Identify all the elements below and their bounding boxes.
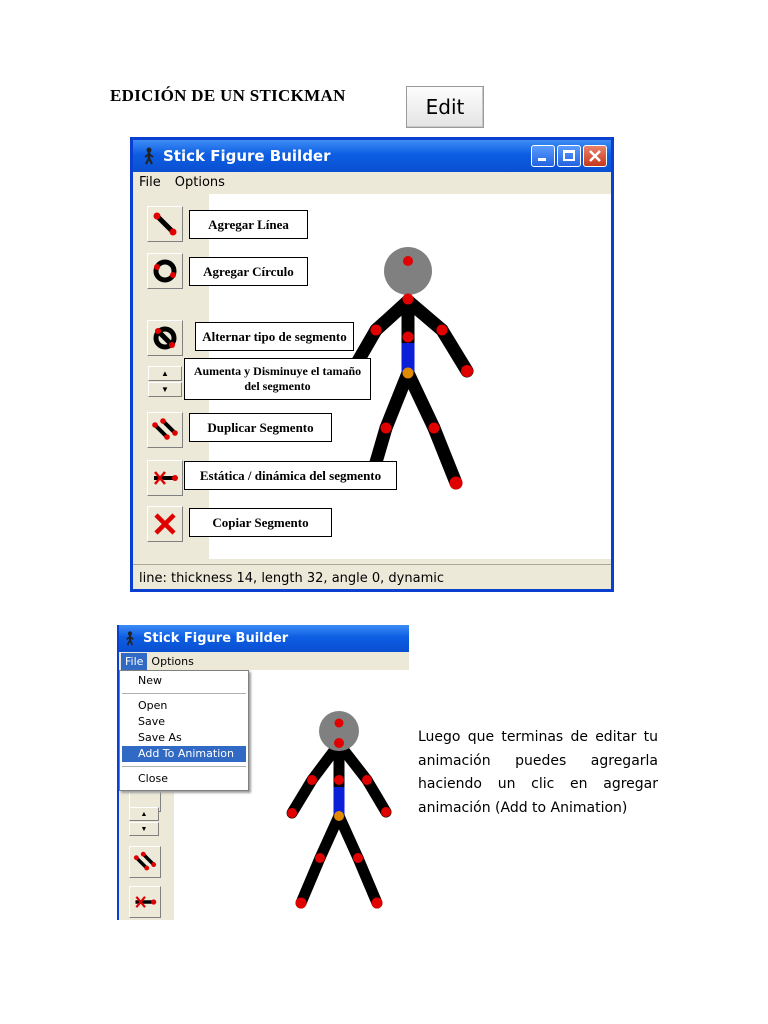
menu-options[interactable]: Options: [174, 174, 225, 190]
label-resize-line2: del segmento: [244, 379, 311, 393]
duplicate-segment-icon: [132, 849, 158, 875]
line-tool-icon: [150, 209, 180, 239]
menu-item-close[interactable]: Close: [138, 772, 168, 785]
static-dynamic-button[interactable]: [129, 886, 161, 918]
menu-separator: [122, 693, 246, 694]
add-circle-button[interactable]: [147, 253, 183, 289]
file-dropdown-menu: [119, 670, 249, 791]
figure-head[interactable]: [384, 247, 432, 295]
window-title: Stick Figure Builder: [163, 147, 331, 165]
menu-item-add-to-animation[interactable]: Add To Animation: [122, 746, 246, 762]
close-icon: [584, 146, 606, 166]
duplicate-segment-button[interactable]: [147, 412, 183, 448]
label-copy-segment: Copiar Segmento: [189, 508, 332, 537]
toggle-segment-button[interactable]: [147, 320, 183, 356]
label-resize-segment: [184, 358, 371, 400]
menu-bar: [133, 172, 611, 192]
close-button[interactable]: [583, 145, 607, 167]
status-bar: line: thickness 14, length 32, angle 0, dynamic: [133, 564, 611, 592]
static-dynamic-icon: [150, 463, 180, 493]
size-decrease-button[interactable]: ▼: [129, 822, 159, 836]
copy-segment-button[interactable]: [147, 506, 183, 542]
stick-figure-2[interactable]: [270, 710, 410, 915]
size-increase-button[interactable]: ▲: [129, 807, 159, 821]
menu-item-new[interactable]: New: [138, 674, 162, 687]
size-increase-button[interactable]: ▲: [148, 366, 182, 381]
circle-tool-icon: [150, 256, 180, 286]
add-line-button[interactable]: [147, 206, 183, 242]
edit-button[interactable]: Edit: [406, 86, 484, 128]
menu-item-open[interactable]: Open: [138, 699, 168, 712]
menu-file[interactable]: File: [139, 174, 161, 190]
static-dynamic-icon: [132, 889, 158, 915]
delete-x-icon: [150, 509, 180, 539]
label-duplicate-segment: Duplicar Segmento: [189, 413, 332, 442]
menu-separator: [122, 766, 246, 767]
minimize-button[interactable]: [531, 145, 555, 167]
menu-item-save[interactable]: Save: [138, 715, 166, 728]
page-title: EDICIÓN DE UN STICKMAN: [110, 86, 346, 105]
duplicate-segment-button[interactable]: [129, 846, 161, 878]
stickman-app-icon: [125, 631, 135, 646]
window2-titlebar[interactable]: [119, 625, 409, 652]
static-dynamic-button[interactable]: [147, 460, 183, 496]
window2-title: Stick Figure Builder: [143, 631, 289, 646]
pivot-joint[interactable]: [403, 368, 414, 379]
label-add-circle: Agregar Círculo: [189, 257, 308, 286]
label-toggle-segment: Alternar tipo de segmento: [195, 322, 354, 351]
description-text: Luego que terminas de editar tu animación puedes agregarla haciendo un clic en agregar animación (Add to Animation): [418, 729, 658, 816]
duplicate-segment-icon: [150, 415, 180, 445]
menu-options[interactable]: Options: [151, 654, 194, 668]
toggle-segment-icon: [150, 323, 180, 353]
label-static-dynamic: Estática / dinámica del segmento: [184, 461, 397, 490]
menu-file-active[interactable]: File: [121, 653, 147, 670]
size-decrease-button[interactable]: ▼: [148, 382, 182, 397]
label-resize-line1: Aumenta y Disminuye el tamaño: [193, 364, 362, 378]
window2-menu-bar: [119, 652, 409, 670]
maximize-button[interactable]: [557, 145, 581, 167]
pivot-joint[interactable]: [334, 811, 344, 821]
label-add-line: Agregar Línea: [189, 210, 308, 239]
stickman-app-icon: [143, 147, 155, 165]
menu-item-save-as[interactable]: Save As: [138, 731, 182, 744]
window-titlebar[interactable]: [133, 140, 611, 172]
